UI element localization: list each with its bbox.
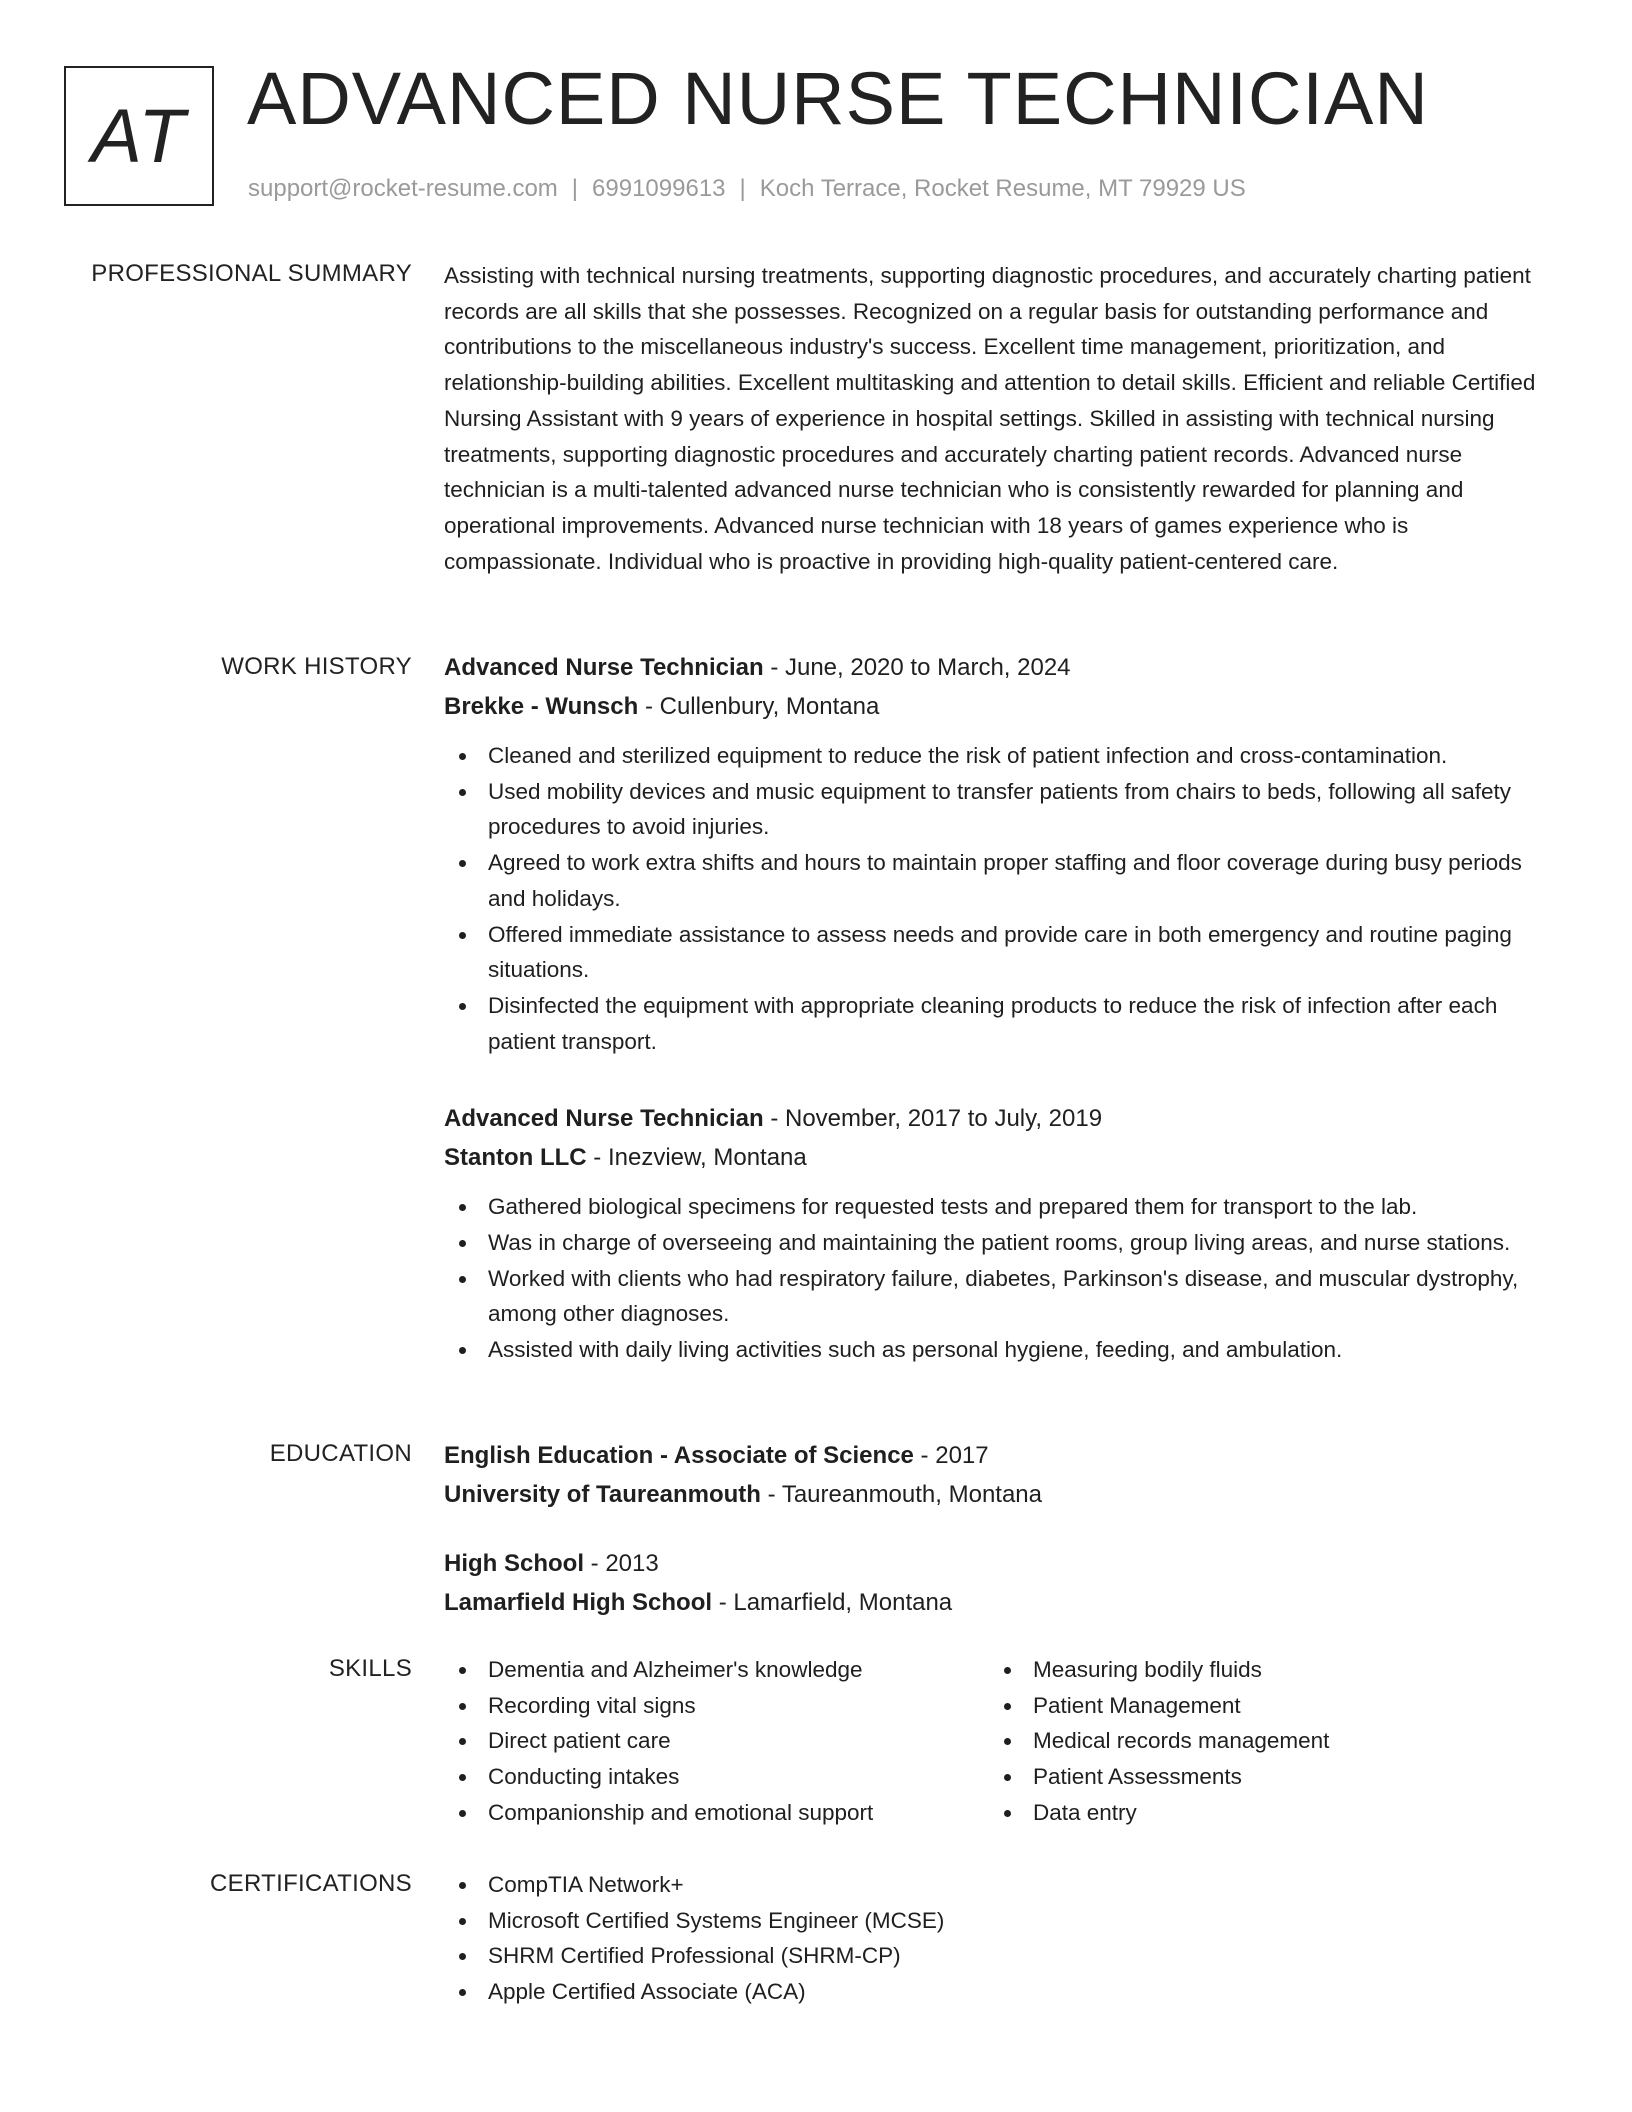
education-location: - Lamarfield, Montana: [712, 1589, 953, 1616]
job-company: Brekke - Wunsch: [444, 693, 639, 720]
education-school-line: [444, 1475, 1554, 1514]
summary-text: Assisting with technical nursing treatments, supporting diagnostic procedures, and accurately charting patient records are all skills that she possesses. Recognized on a regular basis for outstanding performance and contributions to the miscellaneous industry's success. Excellent time management, prioritization, and relationship-building abilities. Excellent multitasking and attention to detail skills. Efficient and reliable Certified Nursing Assistant with 9 years of experience in hospital settings. Skilled in assisting with technical nursing treatments, supporting diagnostic procedures and accurately charting patient records. Advanced nurse technician is a multi-talented advanced nurse technician who is consistently rewarded for planning and operational improvements. Advanced nurse technician with 18 years of games experience who is compassionate. Individual who is proactive in providing high-quality patient-centered care.: [444, 263, 1536, 574]
contact-separator: |: [571, 175, 579, 202]
job-entry: [444, 648, 1554, 1059]
education-degree: High School: [444, 1550, 584, 1577]
contact-phone: 6991099613: [592, 175, 726, 202]
monogram-initials: AT: [64, 66, 214, 206]
skill-item: Direct patient care: [444, 1723, 989, 1759]
job-dates: - June, 2020 to March, 2024: [763, 654, 1071, 681]
job-bullet: Disinfected the equipment with appropriate cleaning products to reduce the risk of infection after each patient transport.: [444, 988, 1554, 1059]
education-entry: [444, 1544, 1554, 1622]
section-label-skills: SKILLS: [328, 1655, 412, 1682]
job-bullet: Used mobility devices and music equipment to transfer patients from chairs to beds, following all safety procedures to avoid injuries.: [444, 774, 1554, 845]
certification-item: SHRM Certified Professional (SHRM-CP): [444, 1938, 1554, 1974]
section-label-work-history: WORK HISTORY: [221, 653, 412, 680]
job-title-line: [444, 1099, 1554, 1138]
job-company: Stanton LLC: [444, 1144, 587, 1172]
education-entry: [444, 1436, 1554, 1514]
education-school-line: [444, 1583, 1554, 1622]
certifications-list: [444, 1867, 1554, 2010]
skill-item: Medical records management: [989, 1723, 1489, 1759]
education-year: - 2017: [913, 1442, 989, 1469]
skill-item: Measuring bodily fluids: [989, 1652, 1489, 1688]
job-title-line: [444, 648, 1554, 687]
job-title: Advanced Nurse Technician: [444, 1105, 764, 1133]
job-title: Advanced Nurse Technician: [444, 654, 764, 681]
education-content: [444, 1436, 1554, 1652]
education-location: - Taureanmouth, Montana: [760, 1481, 1042, 1508]
contact-address: Koch Terrace, Rocket Resume, MT 79929 US: [759, 175, 1246, 202]
contact-separator: |: [739, 175, 746, 202]
skill-item: Conducting intakes: [444, 1759, 989, 1795]
section-label-education: EDUCATION: [269, 1440, 412, 1467]
job-location: - Inezview, Montana: [586, 1144, 807, 1172]
education-school: University of Taureanmouth: [444, 1481, 761, 1508]
job-dates: - November, 2017 to July, 2019: [763, 1105, 1103, 1133]
education-degree-line: [444, 1436, 1554, 1475]
skill-item: Companionship and emotional support: [444, 1795, 989, 1831]
skills-column-1: [444, 1652, 989, 1831]
resume-name: ADVANCED NURSE TECHNICIAN: [247, 57, 1429, 140]
skills-content: [444, 1652, 1554, 1831]
summary-content: [444, 258, 1554, 579]
certification-item: CompTIA Network+: [444, 1867, 1554, 1903]
education-degree: English Education - Associate of Science: [444, 1442, 914, 1469]
certifications-content: [444, 1867, 1554, 2010]
job-bullet: Agreed to work extra shifts and hours to maintain proper staffing and floor coverage during busy periods and holidays.: [444, 845, 1554, 916]
section-label-summary: PROFESSIONAL SUMMARY: [91, 260, 412, 287]
contact-line: [248, 175, 1246, 203]
job-bullet: Gathered biological specimens for requested tests and prepared them for transport to the lab.: [444, 1189, 1554, 1225]
skill-item: Recording vital signs: [444, 1688, 989, 1724]
education-school: Lamarfield High School: [444, 1589, 713, 1616]
skill-item: Dementia and Alzheimer's knowledge: [444, 1652, 989, 1688]
skill-item: Data entry: [989, 1795, 1489, 1831]
skill-item: Patient Management: [989, 1688, 1489, 1724]
education-degree-line: [444, 1544, 1554, 1583]
job-company-line: [444, 1138, 1554, 1177]
certification-item: Microsoft Certified Systems Engineer (MCSE): [444, 1903, 1554, 1939]
job-bullet: Cleaned and sterilized equipment to reduce the risk of patient infection and cross-contamination.: [444, 738, 1554, 774]
education-year: - 2013: [584, 1550, 659, 1577]
job-bullet: Assisted with daily living activities such as personal hygiene, feeding, and ambulation.: [444, 1332, 1554, 1368]
section-label-certifications: CERTIFICATIONS: [210, 1870, 412, 1897]
work-history-content: [444, 648, 1554, 1408]
job-bullet: Was in charge of overseeing and maintaining the patient rooms, group living areas, and nurse stations.: [444, 1225, 1554, 1261]
job-bullet: Worked with clients who had respiratory failure, diabetes, Parkinson's disease, and muscular dystrophy, among other diagnoses.: [444, 1261, 1554, 1332]
job-entry: [444, 1099, 1554, 1368]
job-company-line: [444, 687, 1554, 726]
certification-item: Apple Certified Associate (ACA): [444, 1974, 1554, 2010]
skill-item: Patient Assessments: [989, 1759, 1489, 1795]
contact-email: support@rocket-resume.com: [248, 175, 558, 202]
job-bullets: [444, 738, 1554, 1059]
job-bullet: Offered immediate assistance to assess needs and provide care in both emergency and routine paging situations.: [444, 917, 1554, 988]
job-location: - Cullenbury, Montana: [638, 693, 880, 720]
skills-column-2: [989, 1652, 1489, 1831]
job-bullets: [444, 1189, 1554, 1368]
